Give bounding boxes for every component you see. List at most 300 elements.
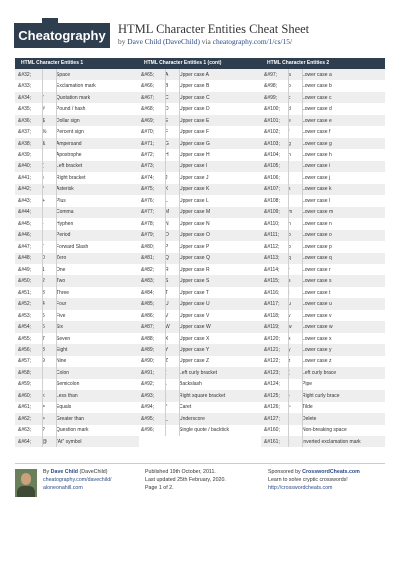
cell-divider [42, 367, 43, 378]
cell-divider [165, 275, 166, 286]
cell-divider [302, 287, 303, 298]
cell-divider [56, 241, 57, 252]
cell-divider [56, 69, 57, 80]
entity-code: &#80; [141, 243, 155, 250]
table-row [15, 161, 139, 172]
footer-handle: (DaveChild) [79, 469, 108, 475]
table-row [15, 115, 139, 126]
entity-description: Lower case t [302, 289, 331, 296]
entity-code: &#109; [264, 209, 280, 216]
cell-divider [179, 161, 180, 172]
cell-divider [288, 275, 289, 286]
entity-description: Upper case F [179, 129, 210, 136]
entity-description: Right bracket [56, 174, 86, 181]
entity-char: t [288, 289, 290, 296]
entity-char: # [42, 106, 45, 113]
entity-description: Exclamation mark [56, 83, 96, 90]
entity-description: Right curly brace [302, 392, 340, 399]
entity-description: Lower case g [302, 140, 332, 147]
table-row [15, 333, 139, 344]
footer-sponsor-url[interactable]: http://crosswordcheats.com [268, 485, 333, 491]
entity-code: &#116; [264, 289, 280, 296]
entity-code: &#56; [18, 346, 32, 353]
table-row [261, 436, 385, 447]
entity-char: E [165, 117, 169, 124]
entity-char: 9 [42, 358, 45, 365]
cell-divider [288, 218, 289, 229]
entity-code: &#120; [264, 335, 280, 342]
table-row [15, 344, 139, 355]
cell-divider [179, 138, 180, 149]
table-row [138, 310, 262, 321]
entity-char [42, 152, 56, 158]
entity-code: &#69; [141, 117, 155, 124]
entity-code: &#107; [264, 186, 280, 193]
table-row [261, 115, 385, 126]
sheet-url-link[interactable]: cheatography.com/1/cs/15/ [212, 37, 293, 46]
author-link[interactable]: Dave Child (DaveChild) [127, 37, 200, 46]
cell-divider [288, 115, 289, 126]
cell-divider [302, 184, 303, 195]
table-row [138, 298, 262, 309]
entity-code: &#68; [141, 106, 155, 113]
table-row [138, 149, 262, 160]
table-heading: HTML Character Entities 1 (cont) [138, 58, 262, 69]
entity-description: Upper case C [179, 94, 210, 101]
entity-char: 2 [42, 278, 45, 285]
entity-char: A [165, 71, 169, 78]
entity-description: Upper case K [179, 186, 210, 193]
table-row [138, 126, 262, 137]
cell-divider [288, 264, 289, 275]
footer-site-link[interactable]: aloneonahill.com [43, 485, 83, 491]
entity-description: Hyphen [56, 220, 74, 227]
entity-code: &#45; [18, 220, 32, 227]
table-row [15, 367, 139, 378]
entity-char: + [42, 197, 45, 204]
table-row [261, 92, 385, 103]
entity-code: &#88; [141, 335, 155, 342]
entity-char: s [288, 278, 291, 285]
cell-divider [288, 69, 289, 80]
cell-divider [165, 195, 166, 206]
author-avatar [15, 469, 37, 497]
footer-sponsor-link[interactable]: CrosswordCheats.com [302, 469, 360, 475]
entity-char: b [288, 83, 291, 90]
cell-divider [42, 115, 43, 126]
table-row [261, 195, 385, 206]
entity-code: &#108; [264, 197, 280, 204]
entity-description: Inverted exclamation mark [302, 438, 361, 445]
table-row [15, 425, 139, 436]
table-row [138, 344, 262, 355]
entities-table-1 [15, 58, 139, 447]
entity-description: Lower case h [302, 152, 332, 159]
entity-description: Lower case f [302, 129, 331, 136]
table-row [15, 126, 139, 137]
cell-divider [179, 207, 180, 218]
table-row [138, 379, 262, 390]
entity-code: &#124; [264, 381, 280, 388]
cell-divider [42, 402, 43, 413]
cell-divider [179, 356, 180, 367]
entity-char: R [165, 266, 169, 273]
entity-code: &#101; [264, 117, 280, 124]
byline-via: via [201, 37, 211, 46]
cell-divider [42, 103, 43, 114]
entity-code: &#126; [264, 404, 280, 411]
cell-divider [288, 390, 289, 401]
cell-divider [288, 333, 289, 344]
cell-divider [165, 356, 166, 367]
entity-description: Upper case A [179, 71, 210, 78]
entity-description: Lower case j [302, 174, 331, 181]
footer-by: By [43, 469, 50, 475]
table-row [15, 413, 139, 424]
entity-description: Semicolon [56, 381, 80, 388]
cell-divider [42, 413, 43, 424]
entity-code: &#119; [264, 324, 280, 331]
entity-description: Upper case Z [179, 358, 210, 365]
entity-description: Equals [56, 404, 72, 411]
entity-char: D [165, 106, 169, 113]
table-row [138, 138, 262, 149]
entity-char: u [288, 301, 291, 308]
entity-char: 4 [42, 301, 45, 308]
entity-char: h [288, 152, 291, 159]
cell-divider [56, 80, 57, 91]
cell-divider [165, 126, 166, 137]
entity-description: Delete [302, 415, 317, 422]
entity-code: &#66; [141, 83, 155, 90]
entity-description: Lower case q [302, 255, 332, 262]
cell-divider [42, 344, 43, 355]
table-row [261, 126, 385, 137]
entity-description: Lower case a [302, 71, 332, 78]
cell-divider [56, 379, 57, 390]
cell-divider [302, 172, 303, 183]
table-row [261, 321, 385, 332]
entity-code: &#78; [141, 220, 155, 227]
table-row [261, 80, 385, 91]
entity-code: &#97; [264, 71, 278, 78]
entity-code: &#103; [264, 140, 280, 147]
entity-description: Question mark [56, 427, 89, 434]
cell-divider [42, 80, 43, 91]
entity-description: Lower case l [302, 197, 331, 204]
entity-code: &#104; [264, 152, 280, 159]
cell-divider [56, 161, 57, 172]
cell-divider [179, 241, 180, 252]
entity-description: Upper case W [179, 324, 211, 331]
entity-code: &#72; [141, 152, 155, 159]
entity-code: &#99; [264, 94, 278, 101]
entity-char: B [165, 83, 169, 90]
entity-char: : [42, 369, 44, 376]
entity-char: x [288, 335, 291, 342]
footer-author-link[interactable]: Dave Child [50, 469, 79, 475]
cell-divider [302, 333, 303, 344]
table-row [261, 264, 385, 275]
cell-divider [165, 241, 166, 252]
entity-description: Six [56, 324, 63, 331]
entity-description: "At" symbol [56, 438, 82, 445]
cell-divider [165, 69, 166, 80]
cheatography-logo[interactable] [14, 23, 110, 48]
cell-divider [165, 172, 166, 183]
entity-char: 1 [42, 266, 45, 273]
entity-char: G [165, 140, 169, 147]
cell-divider [42, 253, 43, 264]
entity-char: N [165, 220, 169, 227]
entity-description: Upper case E [179, 117, 210, 124]
entity-char: ] [165, 392, 167, 399]
entity-code: &#65; [141, 71, 155, 78]
cell-divider [42, 184, 43, 195]
cell-divider [302, 275, 303, 286]
cell-divider [288, 344, 289, 355]
cell-divider [302, 298, 303, 309]
entity-description: Asterisk [56, 186, 74, 193]
entity-code: &#122; [264, 358, 280, 365]
cell-divider [42, 390, 43, 401]
footer-profile-link[interactable]: cheatography.com/davechild/ [43, 477, 112, 483]
entity-description: Upper case O [179, 232, 210, 239]
footer-dates-block [145, 468, 226, 492]
table-row [138, 402, 262, 413]
cell-divider [42, 138, 43, 149]
sheet-footer [15, 466, 385, 506]
entity-code: &#42; [18, 186, 32, 193]
table-row [15, 241, 139, 252]
cell-divider [288, 126, 289, 137]
cell-divider [302, 356, 303, 367]
table-row [261, 310, 385, 321]
logo-tab [42, 18, 58, 24]
entity-code: &#123; [264, 369, 280, 376]
cell-divider [56, 103, 57, 114]
entity-description: Upper case B [179, 83, 210, 90]
byline-by: by [118, 37, 126, 46]
cell-divider [165, 92, 166, 103]
entity-code: &#61; [18, 404, 32, 411]
cell-divider [288, 287, 289, 298]
cell-divider [179, 344, 180, 355]
cell-divider [42, 436, 43, 447]
entity-char: ` [165, 427, 167, 434]
cell-divider [302, 425, 303, 436]
table-row [261, 218, 385, 229]
entity-char: ; [42, 381, 44, 388]
cell-divider [179, 69, 180, 80]
entity-code: &#81; [141, 255, 155, 262]
table-heading: HTML Character Entities 1 [15, 58, 139, 69]
cell-divider [179, 379, 180, 390]
cell-divider [56, 425, 57, 436]
entity-code: &#35; [18, 106, 32, 113]
entity-description: Upper case M [179, 209, 211, 216]
entity-char: J [165, 174, 168, 181]
entity-char: = [42, 404, 45, 411]
table-row [15, 321, 139, 332]
footer-author-line [43, 468, 112, 476]
table-rows [138, 69, 262, 436]
cell-divider [302, 149, 303, 160]
table-row [261, 287, 385, 298]
entity-description: Upper case U [179, 301, 210, 308]
entity-description: Lower case i [302, 163, 331, 170]
table-row [261, 253, 385, 264]
entity-description: Lower case n [302, 220, 332, 227]
entity-code: &#105; [264, 163, 280, 170]
entity-code: &#87; [141, 324, 155, 331]
cell-divider [165, 425, 166, 436]
entity-code: &#86; [141, 312, 155, 319]
cell-divider [288, 103, 289, 114]
entity-code: &#161; [264, 438, 280, 445]
cell-divider [179, 218, 180, 229]
cell-divider [165, 321, 166, 332]
cell-divider [288, 356, 289, 367]
entity-code: &#47; [18, 243, 32, 250]
entity-description: Lower case m [302, 209, 334, 216]
entity-code: &#52; [18, 301, 32, 308]
entity-char: n [288, 220, 291, 227]
cell-divider [165, 218, 166, 229]
cell-divider [56, 436, 57, 447]
cell-divider [56, 298, 57, 309]
entity-char: ! [42, 83, 44, 90]
entity-description: Lower case y [302, 346, 332, 353]
entity-description: Underscore [179, 415, 205, 422]
entity-code: &#113; [264, 255, 280, 262]
cell-divider [302, 253, 303, 264]
entity-char: y [288, 346, 291, 353]
table-row [138, 253, 262, 264]
entity-code: &#32; [18, 71, 32, 78]
entity-char: z [288, 358, 291, 365]
entity-code: &#75; [141, 186, 155, 193]
entity-description: Upper case Q [179, 255, 210, 262]
table-row [261, 207, 385, 218]
table-row [261, 103, 385, 114]
cell-divider [302, 413, 303, 424]
cell-divider [56, 390, 57, 401]
entity-char: * [42, 186, 44, 193]
entity-description: Three [56, 289, 70, 296]
entity-code: &#67; [141, 94, 155, 101]
table-row [138, 333, 262, 344]
cell-divider [56, 402, 57, 413]
cell-divider [42, 161, 43, 172]
entity-code: &#58; [18, 369, 32, 376]
cell-divider [56, 253, 57, 264]
cell-divider [288, 402, 289, 413]
cell-divider [288, 161, 289, 172]
cell-divider [179, 115, 180, 126]
cell-divider [288, 436, 289, 447]
entity-char: & [42, 140, 46, 147]
entity-char: Q [165, 255, 169, 262]
entities-table-2 [261, 58, 385, 447]
table-row [138, 241, 262, 252]
table-row [15, 275, 139, 286]
table-row [138, 321, 262, 332]
entity-code: &#91; [141, 369, 155, 376]
cell-divider [179, 92, 180, 103]
cell-divider [56, 184, 57, 195]
cell-divider [42, 356, 43, 367]
entity-char: ) [42, 174, 44, 181]
cell-divider [179, 103, 180, 114]
entity-description: Lower case c [302, 94, 332, 101]
entity-description: Seven [56, 335, 71, 342]
entity-char: a [288, 71, 291, 78]
entity-code: &#115; [264, 278, 280, 285]
cell-divider [42, 69, 43, 80]
table-row [15, 356, 139, 367]
footer-divider [15, 463, 385, 464]
cell-divider [179, 310, 180, 321]
entity-char: S [165, 278, 169, 285]
cell-divider [302, 402, 303, 413]
entity-char: ~ [288, 404, 291, 411]
cell-divider [179, 321, 180, 332]
sheet-header [0, 0, 400, 50]
table-row [261, 425, 385, 436]
entity-description: Lower case d [302, 106, 332, 113]
entity-code: &#38; [18, 140, 32, 147]
entity-description: Upper case S [179, 278, 210, 285]
entity-code: &#70; [141, 129, 155, 136]
entity-description: Colon [56, 369, 70, 376]
table-row [15, 207, 139, 218]
entity-description: Space [56, 71, 71, 78]
table-row [15, 195, 139, 206]
table-row [15, 92, 139, 103]
table-row [138, 92, 262, 103]
entity-char: } [288, 392, 290, 399]
table-row [15, 172, 139, 183]
cell-divider [302, 126, 303, 137]
table-row [138, 103, 262, 114]
cell-divider [179, 333, 180, 344]
entity-description: Two [56, 278, 66, 285]
cell-divider [165, 115, 166, 126]
entity-code: &#39; [18, 152, 32, 159]
entity-char: _ [165, 415, 168, 422]
entity-char: v [288, 312, 291, 319]
table-row [261, 138, 385, 149]
entity-code: &#112; [264, 243, 280, 250]
table-row [15, 287, 139, 298]
table-row [15, 310, 139, 321]
table-row [261, 413, 385, 424]
entity-code: &#96; [141, 427, 155, 434]
table-row [138, 390, 262, 401]
entity-char: O [165, 232, 169, 239]
table-row [15, 184, 139, 195]
table-row [15, 390, 139, 401]
cell-divider [302, 230, 303, 241]
table-row [15, 253, 139, 264]
cell-divider [56, 367, 57, 378]
entity-char: / [42, 243, 44, 250]
cell-divider [288, 413, 289, 424]
table-row [261, 379, 385, 390]
entity-code: &#43; [18, 197, 32, 204]
table-row [261, 390, 385, 401]
